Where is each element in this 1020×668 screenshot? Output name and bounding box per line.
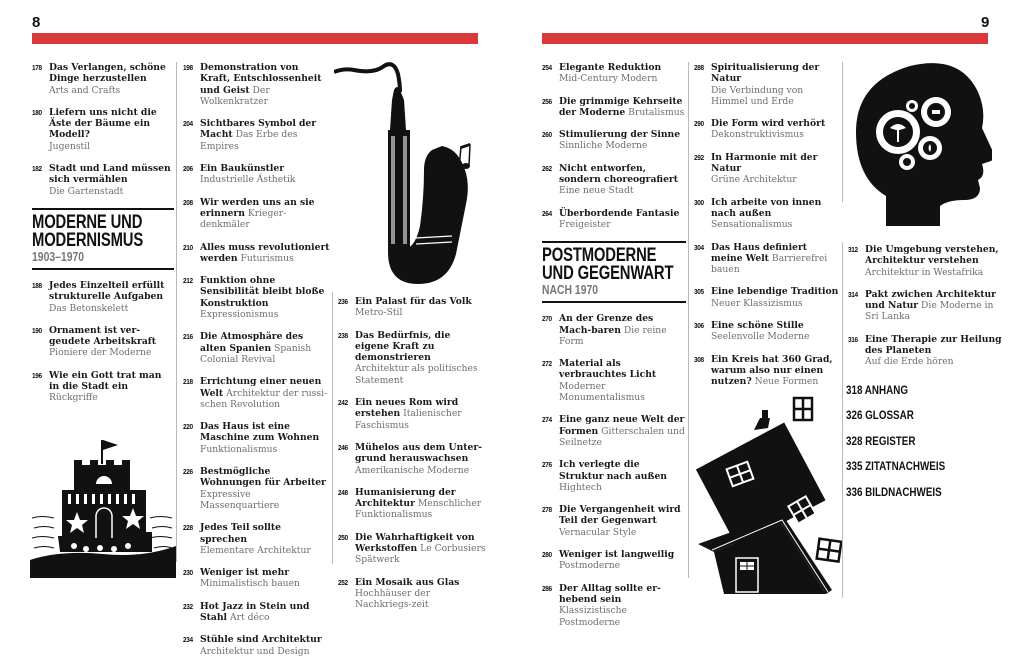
toc-column-5 <box>694 62 840 399</box>
toc-entry[interactable]: 238 Das Bedürfnis, die eigene Kraft zu demonstrieren Architektur als politisches Statement <box>338 329 478 386</box>
toc-entry[interactable]: 314 Pakt zwichen Architektur und Natur Die Moderne in Sri Lanka <box>848 288 996 323</box>
toc-entry[interactable]: 300 Ich arbeite von innen nach außen Sensationalismus <box>694 196 822 231</box>
toc-entry[interactable]: 264 Überbordende Fantasie Freigeister <box>542 207 680 230</box>
toc-entry[interactable]: 260 Stimulierung der Sinne Sinnliche Moderne <box>542 129 681 152</box>
toc-entry[interactable]: 216 Die Atmosphäre des alten Spanien Spanish Colonial Revival <box>183 331 312 365</box>
header-bar-left <box>32 33 478 44</box>
toc-entry[interactable]: 254 Elegante Reduktion Mid-Century Modern <box>542 62 662 85</box>
column-divider <box>688 62 689 578</box>
toc-entry[interactable]: 226 Bestmögliche Wohnungen für Arbeiter Expressive Massenquartiere <box>183 466 326 511</box>
toc-entry[interactable]: 198 Demonstration von Kraft, Entschlossenheit und Geist Der Wolkenkratzer <box>183 62 322 107</box>
toc-entry[interactable]: 292 In Harmonie mit der Natur Grüne Architektur <box>694 151 818 186</box>
toc-entry[interactable]: 246 Mühelos aus dem Unter-grund herauswachsen Amerikanische Moderne <box>338 441 482 476</box>
appendix-link-anhang[interactable]: 318 ANHANG <box>846 383 908 397</box>
toc-entry[interactable]: 272 Material als verbrauchtes Licht Moderner Monumentalismus <box>542 358 657 404</box>
header-bar-right <box>542 33 988 44</box>
toc-entry[interactable]: 248 Humanisierung der Architektur Menschlicher Funktionalismus <box>338 486 482 521</box>
toc-entry[interactable]: 280 Weniger ist langweilig Postmoderne <box>542 549 675 572</box>
toc-entry[interactable]: 288 Spiritualisierung der Natur Die Verbindung von Himmel und Erde <box>694 62 820 107</box>
toc-entry[interactable]: 220 Das Haus ist eine Maschine zum Wohnen Funktionalismus <box>183 421 320 455</box>
toc-entry[interactable]: 306 Eine schöne Stille Seelenvolle Moderne <box>694 320 810 343</box>
toc-entry[interactable]: 182 Stadt und Land müssen sich vermählen Die Gartenstadt <box>32 163 171 197</box>
head-with-gears-illustration <box>852 60 992 228</box>
toc-entry[interactable]: 256 Die grimmige Kehrseite der Moderne Brutalismus <box>542 95 685 118</box>
column-divider <box>332 292 333 564</box>
saxophone-skyscraper-illustration <box>334 60 484 285</box>
toc-entry[interactable]: 312 Die Umgebung verstehen, Architektur verstehen Architektur in Westafrika <box>848 244 999 278</box>
toc-entry[interactable]: 234 Stühle sind Architektur Architektur und Design <box>183 634 322 657</box>
column-divider <box>842 62 843 202</box>
toc-column-1 <box>32 62 174 415</box>
toc-entry[interactable]: 304 Das Haus definiert meine Welt Barrierefrei bauen <box>694 241 828 276</box>
toc-entry[interactable]: 230 Weniger ist mehr Minimalistisch bauen <box>183 567 300 590</box>
toc-entry[interactable]: 270 An der Grenze des Mach-baren Die reine Form <box>542 313 667 347</box>
toc-entry[interactable]: 180 Liefern uns nicht die Äste der Bäume ein Modell? Jugenstil <box>32 106 157 152</box>
toc-entry[interactable]: 178 Das Verlangen, schöne Dinge herzustellen Arts and Crafts <box>32 62 166 96</box>
toc-entry[interactable]: 218 Errichtung einer neuen Welt Architektur der russi-schen Revolution <box>183 376 328 410</box>
toc-entry[interactable]: 250 Die Wahrhaftigkeit von Werkstoffen Le Corbusiers Spätwerk <box>338 531 486 566</box>
toc-entry[interactable]: 190 Ornament ist ver-geudete Arbeitskraft Pioniere der Moderne <box>32 324 157 359</box>
toc-entry[interactable]: 188 Jedes Einzelteil erfüllt strukturelle Aufgaben Das Betonskelett <box>32 279 165 314</box>
toc-entry[interactable]: 308 Ein Kreis hat 360 Grad, warum also nur einen nutzen? Neue Formen <box>694 353 833 388</box>
sandcastle-illustration <box>30 418 176 578</box>
section-heading-postmoderne[interactable]: POSTMODERNE UND GEGENWART NACH 1970 <box>542 241 686 303</box>
toc-entry[interactable]: 278 Die Vergangenheit wird Teil der Gegenwart Vernacular Style <box>542 504 681 538</box>
toc-entry[interactable]: 316 Eine Therapie zur Heilung des Planeten Auf die Erde hören <box>848 333 1002 368</box>
toc-column-6 <box>848 244 1008 379</box>
appendix-link-bildnachweis[interactable]: 336 BILDNACHWEIS <box>846 485 942 499</box>
page-number-left: 8 <box>32 14 41 31</box>
tumbling-house-illustration <box>694 392 842 602</box>
toc-entry[interactable]: 204 Sichtbares Symbol der Macht Das Erbe des Empires <box>183 118 317 152</box>
toc-entry[interactable]: 290 Die Form wird verhört Dekonstruktivismus <box>694 118 826 141</box>
toc-entry[interactable]: 210 Alles muss revolutioniert werden Futurismus <box>183 241 330 264</box>
appendix-link-zitatnachweis[interactable]: 335 ZITATNACHWEIS <box>846 459 946 473</box>
column-divider <box>176 62 177 562</box>
appendix-link-glossar[interactable]: 326 GLOSSAR <box>846 408 914 422</box>
toc-column-2 <box>183 62 331 668</box>
toc-entry[interactable]: 232 Hot Jazz in Stein und Stahl Art déco <box>183 600 310 623</box>
toc-entry[interactable]: 252 Ein Mosaik aus Glas Hochhäuser der Nachkriegs-zeit <box>338 576 460 611</box>
toc-entry[interactable]: 262 Nicht entworfen, sondern choreografiert Eine neue Stadt <box>542 162 679 197</box>
toc-entry[interactable]: 305 Eine lebendige Tradition Neuer Klassizismus <box>694 286 839 309</box>
column-divider <box>842 242 843 598</box>
section-heading-moderne[interactable]: MODERNE UND MODERNISMUS 1903–1970 <box>32 208 174 270</box>
toc-entry[interactable]: 212 Funktion ohne Sensibilität bleibt bloße Konstruktion Expressionismus <box>183 275 325 321</box>
toc-entry[interactable]: 242 Ein neues Rom wird erstehen Italienischer Faschismus <box>338 397 462 431</box>
appendix-link-register[interactable]: 328 REGISTER <box>846 434 916 448</box>
toc-column-4 <box>542 62 686 639</box>
toc-entry[interactable]: 274 Eine ganz neue Welt der Formen Gitterschalen und Seilnetze <box>542 414 685 448</box>
toc-entry[interactable]: 236 Ein Palast für das Volk Metro-Stil <box>338 296 472 319</box>
toc-entry[interactable]: 208 Wir werden uns an sie erinnern Krieger-denkmäler <box>183 196 315 231</box>
toc-entry[interactable]: 196 Wie ein Gott trat man in die Stadt ein Rückgriffe <box>32 369 162 404</box>
toc-column-3 <box>338 296 486 622</box>
toc-entry[interactable]: 286 Der Alltag sollte er-hebend sein Klassizistische Postmoderne <box>542 582 661 628</box>
toc-entry[interactable]: 228 Jedes Teil sollte sprechen Elementare Architektur <box>183 522 311 556</box>
toc-entry[interactable]: 206 Ein Baukünstler Industrielle Ästhetik <box>183 163 296 186</box>
toc-entry[interactable]: 276 Ich verlegte die Struktur nach außen Hightech <box>542 459 667 493</box>
page-number-right: 9 <box>981 14 990 31</box>
entry-list <box>32 62 174 197</box>
